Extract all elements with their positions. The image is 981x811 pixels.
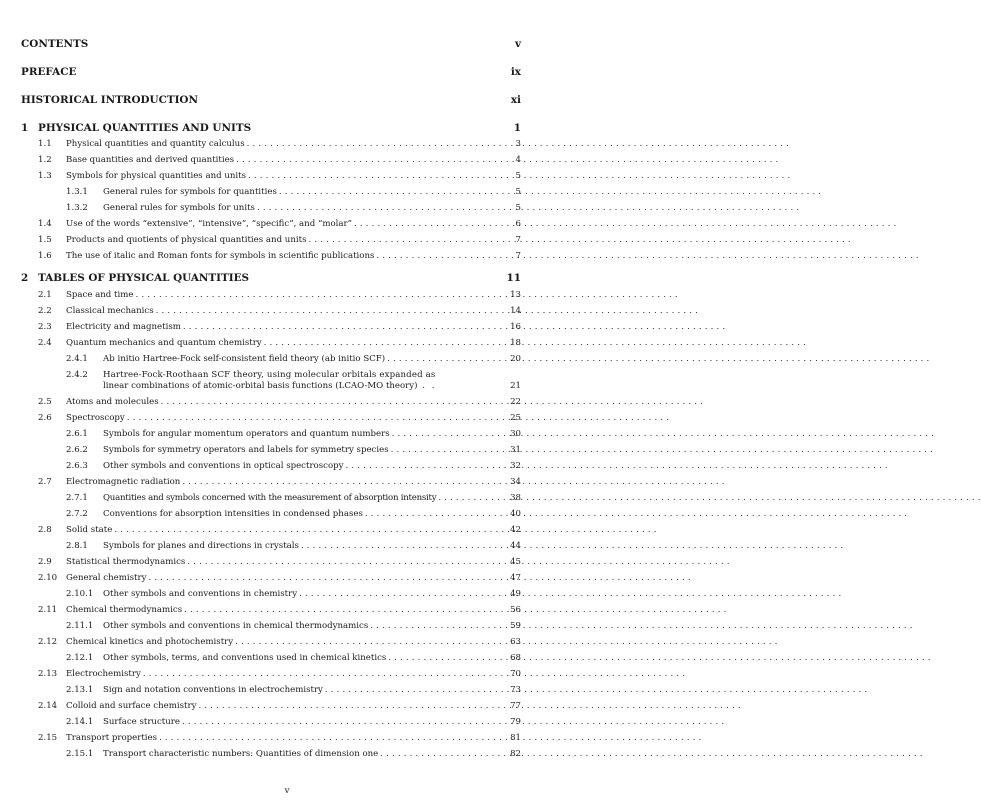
toc-leader [141, 669, 505, 679]
toc-page-number: 25 [510, 413, 521, 423]
toc-subsection[interactable] [21, 589, 521, 599]
toc-section-number: 2.10 [38, 573, 58, 583]
toc-leader [299, 541, 505, 551]
toc-page-number: 4 [515, 155, 521, 165]
toc-subsection-title: Surface structure [103, 717, 180, 727]
toc-section-title: Space and time [66, 290, 134, 300]
toc-subsection-number: 2.4.2 [66, 370, 88, 380]
toc-section-title: The use of italic and Roman fonts for symbols in scientific publications [66, 251, 375, 261]
toc-leader [182, 605, 505, 615]
toc-chapter-title: PHYSICAL QUANTITIES AND UNITS [38, 122, 252, 134]
toc-section[interactable] [21, 235, 521, 245]
toc-section-number: 2.2 [38, 306, 52, 316]
toc-page-number: 82 [510, 749, 521, 759]
toc-page-number: 30 [510, 429, 521, 439]
toc-entry-title: CONTENTS [21, 38, 89, 50]
toc-page-number: 38 [510, 493, 521, 503]
toc-page-number: 56 [510, 605, 521, 615]
toc-leader [306, 235, 505, 245]
toc-page-number: 68 [510, 653, 521, 663]
toc-section-title: Chemical kinetics and photochemistry [66, 637, 234, 647]
toc-section-number: 2.11 [38, 605, 58, 615]
toc-section[interactable] [21, 669, 521, 679]
toc-leader [385, 354, 505, 364]
toc-leader [133, 290, 505, 300]
toc-section-title: Solid state [66, 525, 113, 535]
toc-subsection-title: Symbols for symmetry operators and labels for symmetry species [103, 445, 389, 455]
toc-chapter-number: 2 [21, 272, 29, 284]
toc-leader [185, 557, 505, 567]
toc-section[interactable] [21, 701, 521, 711]
toc-entry-historical-introduction[interactable] [21, 94, 521, 106]
toc-section-title: Symbols for physical quantities and units [66, 171, 247, 181]
toc-leader [297, 589, 505, 599]
toc-leader [363, 509, 505, 519]
toc-section-title: Quantum mechanics and quantum chemistry [66, 338, 262, 348]
toc-page-number: 49 [510, 589, 521, 599]
toc-leader [234, 155, 505, 165]
toc-section-number: 1.2 [38, 155, 52, 165]
toc-subsection[interactable] [21, 493, 521, 503]
toc-page-number: 13 [510, 290, 521, 300]
toc-chapter-2[interactable] [21, 272, 521, 284]
toc-page-number: 40 [510, 509, 521, 519]
toc-subsection[interactable] [21, 203, 521, 213]
toc-page-number: 7 [515, 251, 521, 261]
toc-leader [390, 429, 505, 439]
toc-leader [352, 219, 505, 229]
toc-page-number: ix [510, 66, 521, 78]
toc-subsection-number: 2.6.3 [66, 461, 88, 471]
toc-subsection[interactable] [21, 717, 521, 727]
toc-section-title: Transport properties [66, 733, 158, 743]
toc-page-number: 18 [510, 338, 521, 348]
toc-section-number: 2.5 [38, 397, 52, 407]
toc-section[interactable] [21, 605, 521, 615]
toc-section[interactable] [21, 306, 521, 316]
toc-page-number: 63 [510, 637, 521, 647]
toc-subsection[interactable] [21, 653, 521, 663]
toc-leader [159, 397, 505, 407]
toc-subsection-number: 2.4.1 [66, 354, 88, 364]
toc-page-number: 5 [515, 187, 521, 197]
toc-leader [323, 685, 505, 695]
toc-section-title: Electromagnetic radiation [66, 477, 181, 487]
toc-leader [196, 701, 505, 711]
toc-subsection-title: Other symbols and conventions in optical spectroscopy [103, 461, 344, 471]
toc-page-number: v [514, 38, 521, 50]
toc-subsection-title: Sign and notation conventions in electrochemistry [103, 685, 323, 695]
toc-section[interactable] [21, 733, 521, 743]
toc-subsection-title-line2-wrap [103, 381, 440, 391]
toc-page-number: xi [510, 94, 521, 106]
toc-subsection-title: General rules for symbols for units [103, 203, 255, 213]
toc-entry-title: PREFACE [21, 66, 77, 78]
toc-section-title: Chemical thermodynamics [66, 605, 183, 615]
toc-chapter-number: 1 [21, 122, 29, 134]
toc-page-number: 21 [510, 381, 521, 391]
toc-section-title: Base quantities and derived quantities [66, 155, 235, 165]
toc-subsection-number: 2.6.1 [66, 429, 88, 439]
toc-chapter-title: TABLES OF PHYSICAL QUANTITIES [38, 272, 250, 284]
toc-section-title: Statistical thermodynamics [66, 557, 186, 567]
toc-section-number: 2.1 [38, 290, 52, 300]
toc-page-number: 44 [510, 541, 521, 551]
toc-section[interactable] [21, 155, 521, 165]
toc-section-number: 2.13 [38, 669, 58, 679]
toc-subsection[interactable] [21, 621, 521, 631]
toc-page-number: 20 [510, 354, 521, 364]
toc-subsection-number: 2.15.1 [66, 749, 94, 759]
toc-section-title: Use of the words “extensive”, “intensive”, “specific”, and “molar” [66, 219, 353, 229]
toc-page-number: 70 [510, 669, 521, 679]
toc-section-number: 2.9 [38, 557, 52, 567]
toc-section-number: 1.1 [38, 139, 52, 149]
toc-entry-contents[interactable] [21, 38, 521, 50]
toc-page-number: 5 [515, 203, 521, 213]
toc-page-number: 34 [510, 477, 521, 487]
toc-subsection-number: 2.8.1 [66, 541, 88, 551]
toc-section-number: 2.3 [38, 322, 52, 332]
toc-section-title: Spectroscopy [66, 413, 125, 423]
toc-leader [255, 203, 505, 213]
toc-page-number: 22 [510, 397, 521, 407]
toc-leader [277, 187, 505, 197]
toc-leader [233, 637, 505, 647]
toc-page-number: 81 [510, 733, 521, 743]
toc-section-title: Electrochemistry [66, 669, 141, 679]
toc-page-number: 5 [515, 171, 521, 181]
toc-subsection-title: Ab initio Hartree-Fock self-consistent field theory (ab initio SCF) [103, 354, 386, 364]
toc-section-title: General chemistry [66, 573, 147, 583]
toc-section[interactable] [21, 322, 521, 332]
toc-page-number: 32 [510, 461, 521, 471]
toc-entry-preface[interactable] [21, 66, 521, 78]
page-footer-number: v [284, 786, 290, 796]
toc-subsection[interactable] [21, 429, 521, 439]
toc-section-title: Colloid and surface chemistry [66, 701, 197, 711]
toc-subsection-title: General rules for symbols for quantities [103, 187, 277, 197]
toc-section[interactable] [21, 477, 521, 487]
toc-section-number: 1.6 [38, 251, 52, 261]
toc-page-number: 45 [510, 557, 521, 567]
toc-subsection-title: Other symbols and conventions in chemistry [103, 589, 298, 599]
toc-section[interactable] [21, 251, 521, 261]
toc-leader [180, 477, 505, 487]
toc-subsection-title: Quantities and symbols concerned with the measurement of absorption intensity [103, 493, 437, 503]
toc-page-number: 31 [510, 445, 521, 455]
toc-page-number: 77 [510, 701, 521, 711]
toc-section-number: 2.8 [38, 525, 52, 535]
toc-leader [368, 621, 505, 631]
toc-subsection-title: Symbols for planes and directions in crystals [103, 541, 299, 551]
toc-subsection[interactable] [21, 445, 521, 455]
toc-page-number: 59 [510, 621, 521, 631]
toc-section-title: Physical quantities and quantity calculus [66, 139, 245, 149]
toc-page-number: 42 [510, 525, 521, 535]
toc-subsection-title: Symbols for angular momentum operators and quantum numbers [103, 429, 390, 439]
toc-section[interactable] [21, 219, 521, 229]
toc-leader [146, 573, 505, 583]
toc-page-number: 1 [513, 122, 521, 134]
toc-section-number: 1.3 [38, 171, 52, 181]
toc-subsection[interactable] [21, 749, 521, 759]
toc-subsection-number: 2.6.2 [66, 445, 88, 455]
toc-page-number: 14 [510, 306, 521, 316]
toc-section-title: Electricity and magnetism [66, 322, 181, 332]
toc-subsection[interactable] [21, 685, 521, 695]
toc-leader [344, 461, 506, 471]
toc-entry-title: HISTORICAL INTRODUCTION [21, 94, 198, 106]
toc-section[interactable] [21, 413, 521, 423]
toc-subsection-number: 2.13.1 [66, 685, 94, 695]
toc-leader [389, 445, 505, 455]
toc-subsection-number: 2.12.1 [66, 653, 94, 663]
toc-leader [378, 749, 505, 759]
toc-leader [157, 733, 505, 743]
toc-leader [181, 322, 505, 332]
toc-page-number: 73 [510, 685, 521, 695]
toc-leader [245, 139, 505, 149]
toc-page-number: 16 [510, 322, 521, 332]
toc-leader: . . [417, 381, 437, 391]
toc-section[interactable] [21, 573, 521, 583]
toc-section-number: 2.6 [38, 413, 52, 423]
toc-leader [436, 493, 505, 503]
toc-leader [374, 251, 505, 261]
toc-leader [180, 717, 505, 727]
toc-leader [246, 171, 505, 181]
toc-subsection[interactable] [21, 461, 521, 471]
toc-leader [125, 413, 505, 423]
toc-page-number: 11 [506, 272, 521, 284]
toc-subsection-number: 1.3.1 [66, 187, 88, 197]
toc-chapter-1[interactable] [21, 122, 521, 134]
toc-subsection[interactable] [21, 541, 521, 551]
toc-section[interactable] [21, 139, 521, 149]
toc-section-title: Atoms and molecules [66, 397, 159, 407]
toc-page-number: 6 [515, 219, 521, 229]
toc-section-number: 1.5 [38, 235, 52, 245]
toc-subsection[interactable] [21, 187, 521, 197]
toc-subsection-number: 1.3.2 [66, 203, 88, 213]
toc-section[interactable] [21, 171, 521, 181]
toc-section[interactable] [21, 397, 521, 407]
toc-section[interactable] [21, 557, 521, 567]
toc-leader [386, 653, 505, 663]
toc-page-number: 47 [510, 573, 521, 583]
toc-section-title: Products and quotients of physical quantities and units [66, 235, 307, 245]
toc-section-number: 2.15 [38, 733, 58, 743]
toc-section[interactable] [21, 290, 521, 300]
toc-subsection[interactable] [21, 509, 521, 519]
toc-page-number: 3 [515, 139, 521, 149]
toc-leader [154, 306, 505, 316]
toc-subsection-number: 2.10.1 [66, 589, 94, 599]
toc-subsection-number: 2.11.1 [66, 621, 94, 631]
toc-leader [112, 525, 505, 535]
toc-subsection-number: 2.7.2 [66, 509, 88, 519]
toc-subsection[interactable] [21, 354, 521, 364]
toc-section-number: 2.12 [38, 637, 58, 647]
toc-subsection-title: Transport characteristic numbers: Quantities of dimension one [103, 749, 379, 759]
toc-section-number: 2.7 [38, 477, 52, 487]
toc-subsection-number: 2.7.1 [66, 493, 88, 503]
toc-section[interactable] [21, 525, 521, 535]
toc-section[interactable] [21, 338, 521, 348]
toc-subsection-title: Other symbols, terms, and conventions used in chemical kinetics [103, 653, 387, 663]
toc-section-number: 2.4 [38, 338, 52, 348]
toc-section-title: Classical mechanics [66, 306, 154, 316]
toc-page-number: 7 [515, 235, 521, 245]
toc-page-number: 79 [510, 717, 521, 727]
toc-subsection-title: Conventions for absorption intensities in condensed phases [103, 509, 363, 519]
toc-subsection-number: 2.14.1 [66, 717, 94, 727]
toc-section-number: 2.14 [38, 701, 58, 711]
toc-subsection-title-line2: linear combinations of atomic-orbital basis functions (LCAO-MO theory) [103, 381, 418, 391]
toc-leader [262, 338, 505, 348]
toc-section[interactable] [21, 637, 521, 647]
toc-section-number: 1.4 [38, 219, 52, 229]
toc-subsection-title-line1: Hartree-Fock-Roothaan SCF theory, using molecular orbitals expanded as [103, 370, 436, 380]
toc-subsection-title: Other symbols and conventions in chemical thermodynamics [103, 621, 369, 631]
